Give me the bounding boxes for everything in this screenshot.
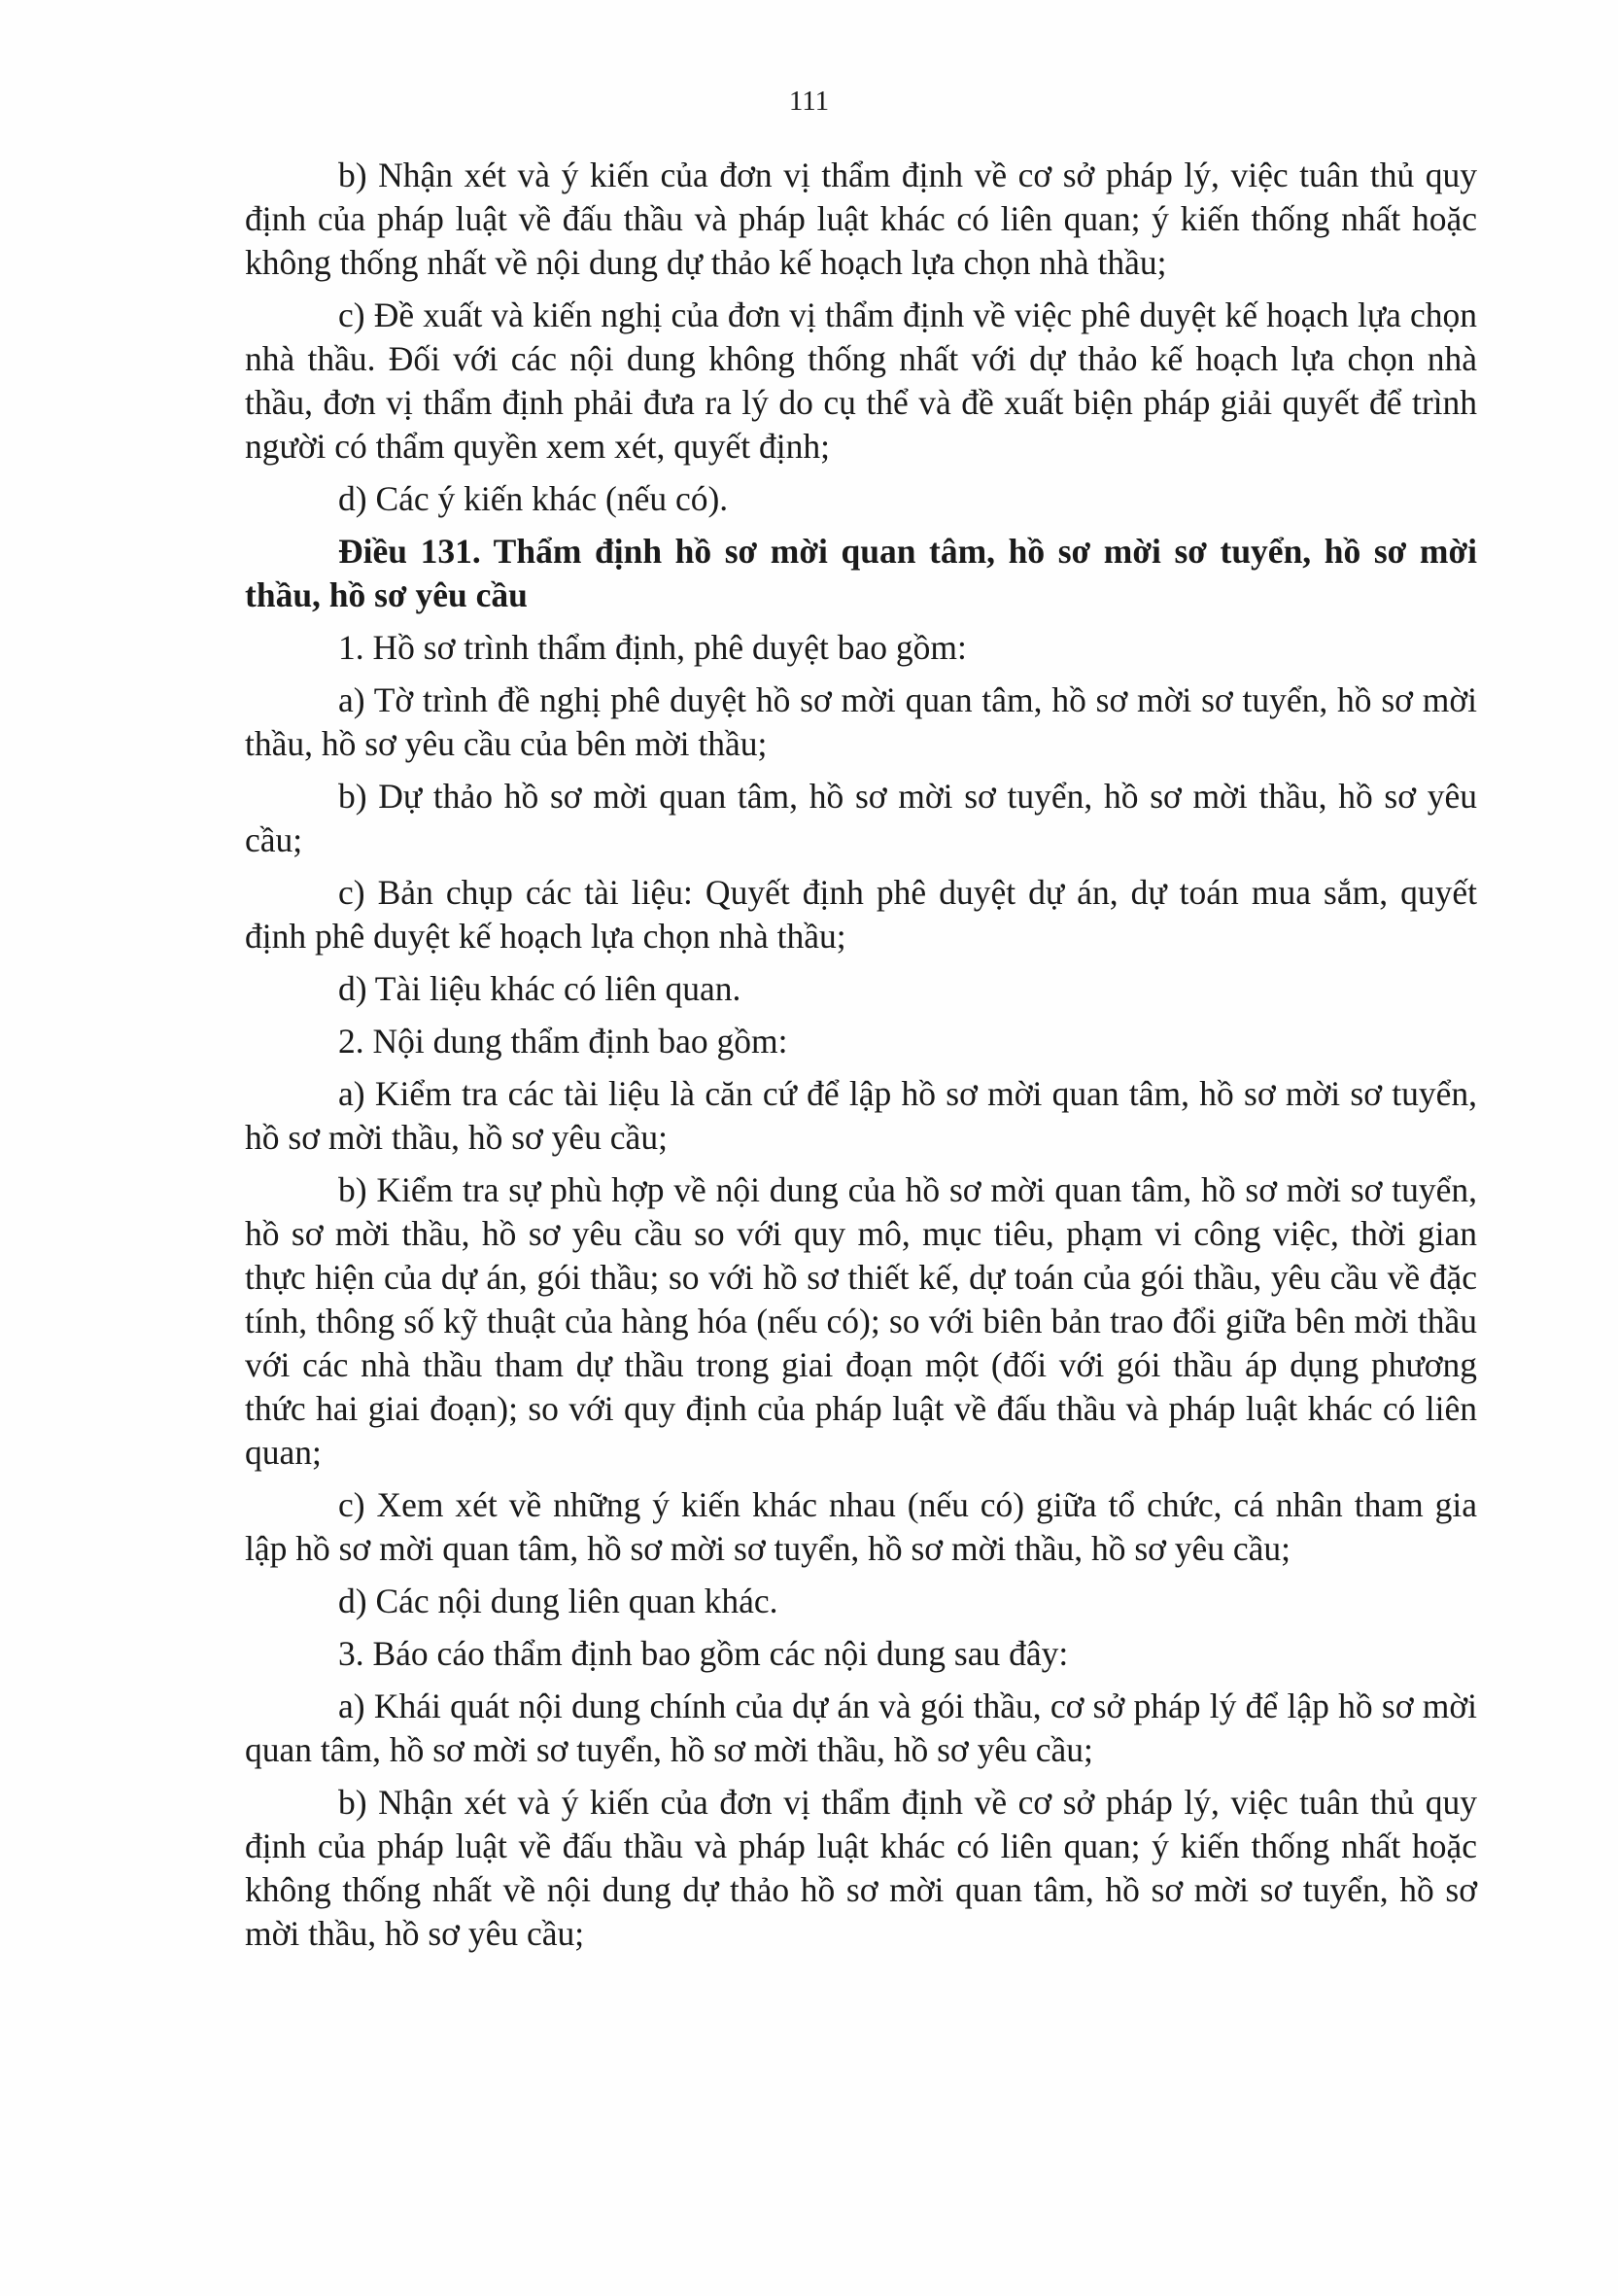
paragraph-1b: b) Dự thảo hồ sơ mời quan tâm, hồ sơ mời sơ tuyển, hồ sơ mời thầu, hồ sơ yêu cầu; [245,777,1477,859]
paragraph-3a: a) Khái quát nội dung chính của dự án và gói thầu, cơ sở pháp lý để lập hồ sơ mời quan tâm, hồ sơ mời sơ tuyển, hồ sơ mời thầu, hồ sơ yêu cầu; [245,1687,1477,1769]
paragraph-2c: c) Xem xét về những ý kiến khác nhau (nếu có) giữa tổ chức, cá nhân tham gia lập hồ sơ mời quan tâm, hồ sơ mời sơ tuyển, hồ sơ mời thầu, hồ sơ yêu cầu; [245,1485,1477,1568]
paragraph-2-content: 2. Nội dung thẩm định bao gồm: [338,1022,788,1061]
document-body [245,154,1477,1965]
paragraph-3c-proposal: c) Đề xuất và kiến nghị của đơn vị thẩm định về việc phê duyệt kế hoạch lựa chọn nhà thầu. Đối với các nội dung không thống nhất với dự thảo kế hoạch lựa chọn nhà thầu, đơn vị thẩm định phải đưa ra lý do cụ thể và đề xuất biện pháp giải quyết để trình người có thẩm quyền xem xét, quyết định; [245,296,1477,466]
paragraph-2a: a) Kiểm tra các tài liệu là căn cứ để lập hồ sơ mời quan tâm, hồ sơ mời sơ tuyển, hồ sơ mời thầu, hồ sơ yêu cầu; [245,1074,1477,1157]
paragraph-3b-opinion: b) Nhận xét và ý kiến của đơn vị thẩm định về cơ sở pháp lý, việc tuân thủ quy định của pháp luật về đấu thầu và pháp luật khác có liên quan; ý kiến thống nhất hoặc không thống nhất về nội dung dự thảo kế hoạch lựa chọn nhà thầu; [245,156,1477,282]
paragraph-3b: b) Nhận xét và ý kiến của đơn vị thẩm định về cơ sở pháp lý, việc tuân thủ quy định của pháp luật về đấu thầu và pháp luật khác có liên quan; ý kiến thống nhất hoặc không thống nhất về nội dung dự thảo hồ sơ mời quan tâm, hồ sơ mời sơ tuyển, hồ sơ mời thầu, hồ sơ yêu cầu; [245,1783,1477,1953]
article-131-heading: Điều 131. Thẩm định hồ sơ mời quan tâm, hồ sơ mời sơ tuyển, hồ sơ mời thầu, hồ sơ yêu cầu [245,532,1477,614]
paragraph-3-report: 3. Báo cáo thẩm định bao gồm các nội dung sau đây: [338,1634,1069,1673]
paragraph-1d: d) Tài liệu khác có liên quan. [338,969,741,1008]
paragraph-3d-other: d) Các ý kiến khác (nếu có). [338,479,729,518]
paragraph-2d: d) Các nội dung liên quan khác. [338,1582,778,1620]
paragraph-1a: a) Tờ trình đề nghị phê duyệt hồ sơ mời quan tâm, hồ sơ mời sơ tuyển, hồ sơ mời thầu, hồ sơ yêu cầu của bên mời thầu; [245,680,1477,763]
page-number: 111 [788,86,830,117]
paragraph-2b: b) Kiểm tra sự phù hợp về nội dung của hồ sơ mời quan tâm, hồ sơ mời sơ tuyển, hồ sơ mời thầu, hồ sơ yêu cầu so với quy mô, mục tiêu, phạm vi công việc, thời gian thực hiện của dự án, gói thầu; so với hồ sơ thiết kế, dự toán của gói thầu, yêu cầu về đặc tính, thông số kỹ thuật của hàng hóa (nếu có); so với biên bản trao đổi giữa bên mời thầu với các nhà thầu tham dự thầu trong giai đoạn một (đối với gói thầu áp dụng phương thức hai giai đoạn); so với quy định của pháp luật về đấu thầu và pháp luật khác có liên quan; [245,1170,1477,1472]
paragraph-1-dossier: 1. Hồ sơ trình thẩm định, phê duyệt bao gồm: [338,628,967,667]
paragraph-1c: c) Bản chụp các tài liệu: Quyết định phê duyệt dự án, dự toán mua sắm, quyết định phê duyệt kế hoạch lựa chọn nhà thầu; [245,873,1477,956]
